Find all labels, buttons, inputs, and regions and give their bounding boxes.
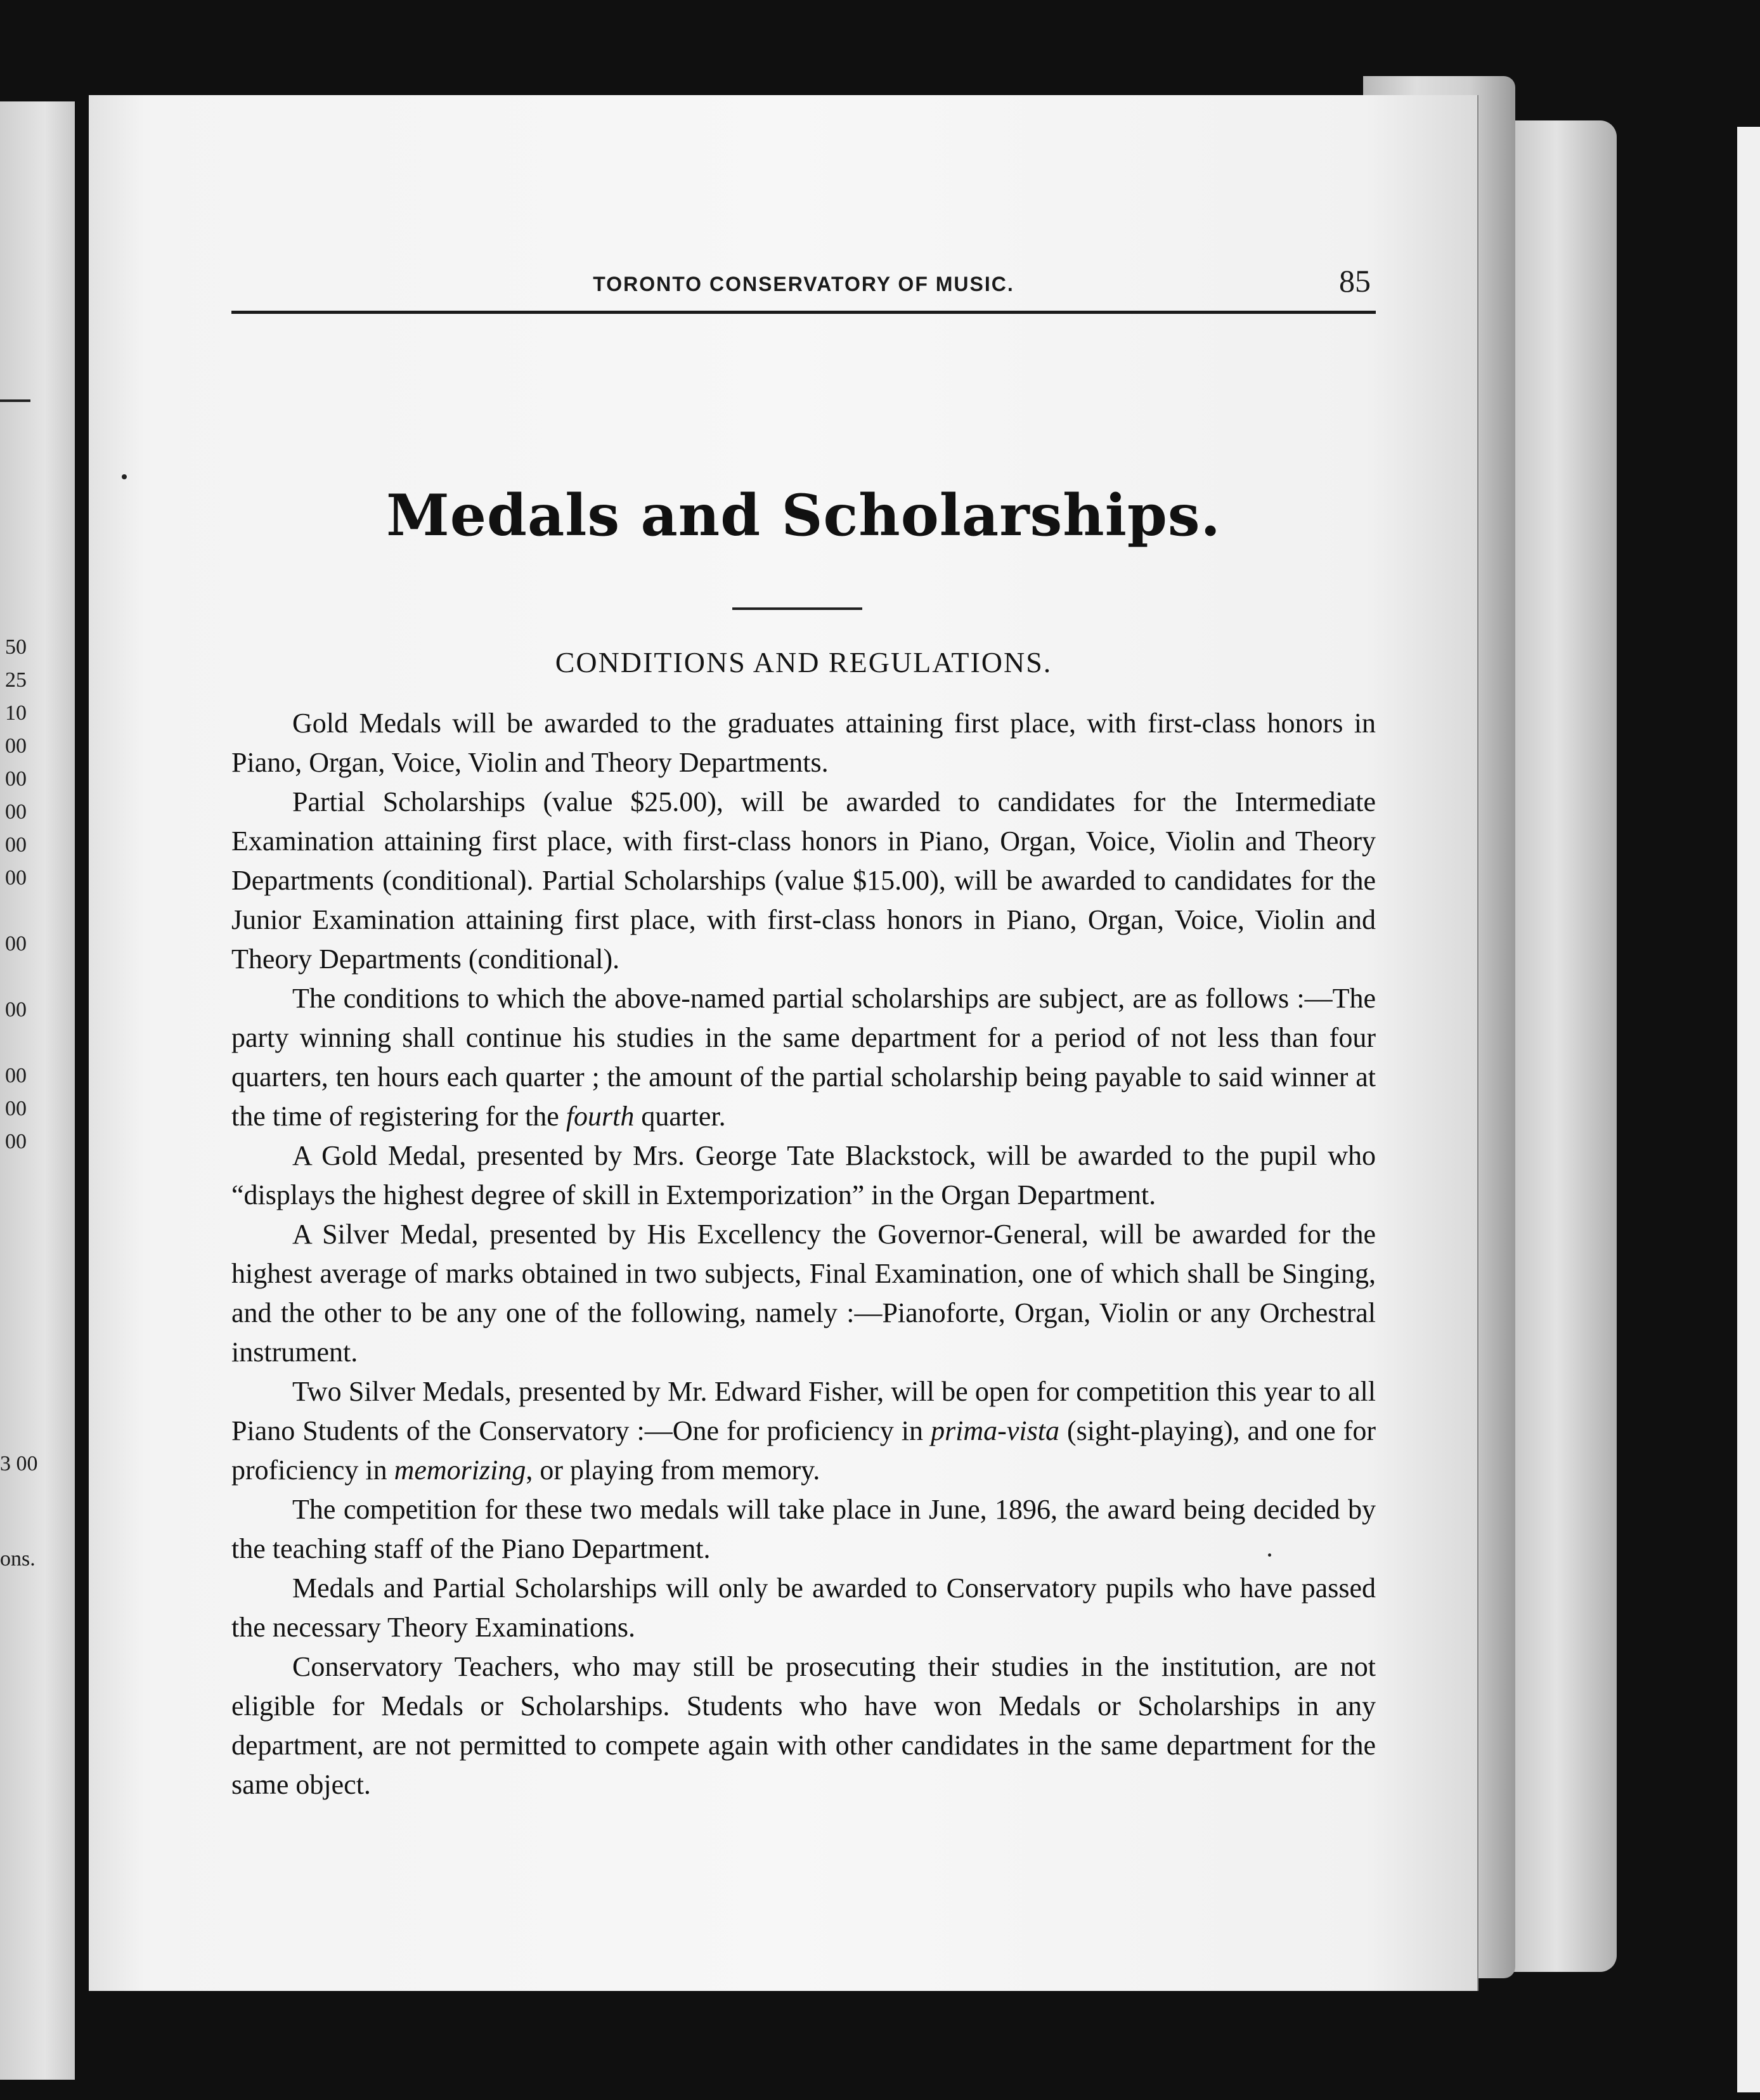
paragraph: Medals and Partial Scholarships will only be awarded to Conservatory pupils who have passed the necessary Theory Examinations. <box>231 1572 1376 1643</box>
left-number: 10 <box>5 701 27 725</box>
running-head: TORONTO CONSERVATORY OF MUSIC. <box>593 273 1014 295</box>
left-number: 00 <box>5 998 27 1021</box>
paragraph-text: , or playing from memory. <box>526 1455 820 1486</box>
left-number: 00 <box>5 866 27 890</box>
title-divider <box>732 607 862 610</box>
left-tail-number: 3 00 <box>0 1452 38 1475</box>
paragraph <box>231 1372 1376 1490</box>
left-number: 00 <box>5 767 27 791</box>
right-page-fragment <box>1737 127 1760 2092</box>
paragraph-text: The conditions to which the above-named partial scholarships are subject, are as follows :—The party winning shall continue his studies in the same department for a period of not less than four quarters, ten hours each quarter ; the amount of the partial scholarship being payable to said winner at the time of registering for the <box>231 983 1376 1132</box>
paragraph: The competition for these two medals will take place in June, 1896, the award being decided by the teaching staff of the Piano Department. <box>231 1494 1376 1564</box>
italic-text: fourth <box>566 1101 635 1132</box>
paragraph-text: (sight-playing), and one for proficiency in <box>231 1415 1376 1486</box>
ink-speck <box>1268 1553 1271 1557</box>
left-page-rule <box>0 399 30 402</box>
paragraph: Conservatory Teachers, who may still be prosecuting their studies in the institution, are not eligible for Medals or Scholarships. Students who have won Medals or Scholarships in any department, are not permitted to compete again with other candidates in the same department for the same object. <box>231 1651 1376 1800</box>
ink-speck <box>122 474 127 479</box>
body-text <box>231 704 1376 1805</box>
left-number: 00 <box>5 833 27 857</box>
left-number <box>5 1027 27 1060</box>
paragraph-text: Two Silver Medals, presented by Mr. Edward Fisher, will be open for competition this year to all Piano Students of the Conservatory :—One for proficiency in <box>231 1376 1376 1446</box>
left-page-fragment <box>0 101 75 2080</box>
left-number: 25 <box>5 668 27 692</box>
left-number: 00 <box>5 800 27 824</box>
left-number: 00 <box>5 1097 27 1120</box>
left-number: 00 <box>5 734 27 758</box>
left-number <box>5 961 27 994</box>
left-number: 50 <box>5 635 27 659</box>
italic-text: memorizing <box>394 1455 526 1486</box>
left-number: 00 <box>5 1064 27 1087</box>
page-header <box>231 260 1376 314</box>
section-subtitle: CONDITIONS AND REGULATIONS. <box>555 646 1052 678</box>
page-number: 85 <box>1339 263 1371 299</box>
paragraph: A Silver Medal, presented by His Excellency the Governor-General, will be awarded for the highest average of marks obtained in two subjects, Final Examination, one of which shall be Singing, and the other to be any one of the following, namely :—Pianoforte, Organ, Violin or any Orchestral instrument. <box>231 1219 1376 1368</box>
left-number: 00 <box>5 1130 27 1153</box>
left-page-numbers <box>5 631 27 1158</box>
paragraph: Partial Scholarships (value $25.00), will be awarded to candidates for the Intermediate Examination attaining first place, with first-class honors in Piano, Organ, Voice, Violin and Theory Departments (conditional). Partial Scholarships (value $15.00), will be awarded to candidates for the Junior Examination attaining first place, with first-class honors in Piano, Organ, Voice, Violin and Theory Departments (conditional). <box>231 786 1376 975</box>
italic-text: prima-vista <box>931 1415 1059 1446</box>
book-page <box>89 95 1477 1991</box>
left-number: 00 <box>5 932 27 956</box>
page-title: Medals and Scholarships. <box>386 482 1221 549</box>
left-tail-word: ons. <box>0 1547 36 1571</box>
paragraph: Gold Medals will be awarded to the graduates attaining first place, with first-class honors in Piano, Organ, Voice, Violin and Theory Departments. <box>231 708 1376 778</box>
paragraph: A Gold Medal, presented by Mrs. George Tate Blackstock, will be awarded to the pupil who “displays the highest degree of skill in Extemporization” in the Organ Department. <box>231 1140 1376 1210</box>
left-number <box>5 895 27 928</box>
paragraph-text: quarter. <box>634 1101 726 1132</box>
paragraph <box>231 979 1376 1136</box>
